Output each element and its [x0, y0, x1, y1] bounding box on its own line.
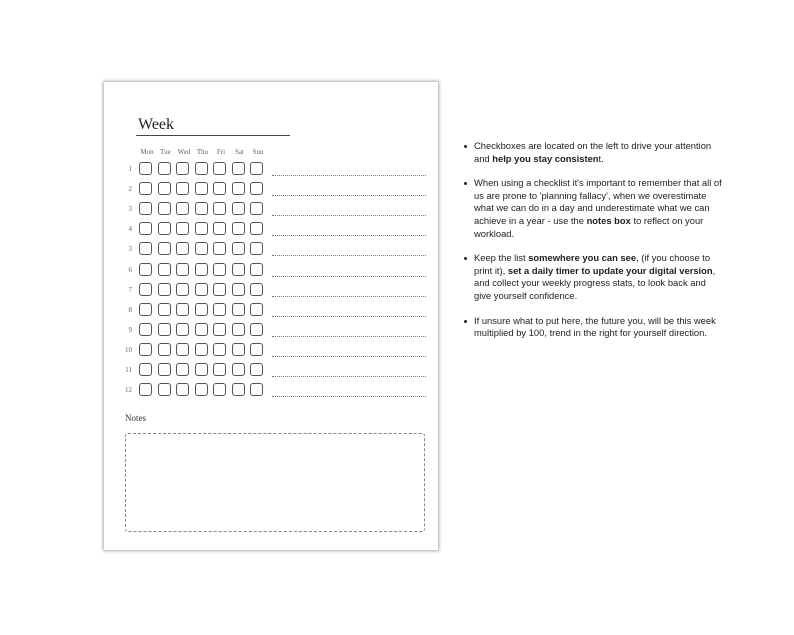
- checkbox-fri[interactable]: [213, 202, 226, 215]
- row-number: 3: [128, 205, 132, 214]
- checklist-row: [104, 263, 438, 279]
- tip-item: [472, 315, 722, 340]
- checkbox-sun[interactable]: [250, 162, 263, 175]
- task-line[interactable]: [272, 255, 426, 256]
- checkbox-tue[interactable]: [158, 303, 171, 316]
- task-line[interactable]: [272, 276, 426, 277]
- checkbox-wed[interactable]: [176, 222, 189, 235]
- tip-text: , (if you choose to print it),: [474, 252, 711, 276]
- row-number: 1: [128, 165, 132, 173]
- checkbox-sun[interactable]: [250, 242, 263, 255]
- checkbox-fri[interactable]: [213, 162, 226, 175]
- task-line[interactable]: [272, 396, 426, 397]
- checklist-row: [104, 303, 438, 319]
- checklist-row: [104, 222, 438, 238]
- tip-emphasis: notes box: [586, 214, 631, 226]
- checkbox-thu[interactable]: [195, 383, 208, 396]
- checkbox-wed[interactable]: [176, 363, 189, 376]
- day-label-sat: Sat: [235, 148, 244, 156]
- checkbox-sat[interactable]: [232, 343, 245, 356]
- checklist-row: [104, 162, 438, 178]
- checkbox-fri[interactable]: [213, 323, 226, 336]
- checkbox-wed[interactable]: [176, 182, 189, 195]
- day-label-mon: Mon: [140, 148, 154, 156]
- checkbox-mon[interactable]: [139, 162, 152, 175]
- checkbox-thu[interactable]: [195, 162, 208, 175]
- checkbox-sun[interactable]: [250, 263, 263, 276]
- checkbox-fri[interactable]: [213, 263, 226, 276]
- checkbox-tue[interactable]: [158, 242, 171, 255]
- checkbox-sat[interactable]: [232, 283, 245, 296]
- checkbox-thu[interactable]: [195, 263, 208, 276]
- checklist-row: [104, 283, 438, 299]
- tip-item: [472, 140, 722, 165]
- checkbox-thu[interactable]: [195, 283, 208, 296]
- row-number: 2: [128, 185, 132, 194]
- task-line[interactable]: [272, 296, 426, 297]
- checkbox-sat[interactable]: [232, 182, 245, 195]
- tip-text: Checkboxes are located on the left to drive your attention and: [474, 140, 712, 164]
- checkbox-sat[interactable]: [232, 323, 245, 336]
- page-title: Week: [138, 116, 175, 133]
- notes-box[interactable]: [125, 433, 425, 532]
- task-line[interactable]: [272, 215, 426, 216]
- checklist-row: [104, 202, 438, 218]
- checklist-row: [104, 363, 438, 379]
- checkbox-mon[interactable]: [139, 343, 152, 356]
- tip-text: to reflect on your workload.: [474, 214, 704, 239]
- checkbox-thu[interactable]: [195, 242, 208, 255]
- task-line[interactable]: [272, 235, 426, 236]
- checklist-row: [104, 182, 438, 198]
- checkbox-wed[interactable]: [176, 242, 189, 255]
- notes-label: Notes: [125, 413, 146, 423]
- row-number: 8: [128, 305, 132, 314]
- checkbox-wed[interactable]: [176, 343, 189, 356]
- checkbox-thu[interactable]: [195, 303, 208, 316]
- checkbox-tue[interactable]: [158, 283, 171, 296]
- checkbox-thu[interactable]: [195, 343, 208, 356]
- checkbox-tue[interactable]: [158, 323, 171, 336]
- checklist-row: [104, 242, 438, 258]
- checkbox-sun[interactable]: [250, 363, 263, 376]
- day-label-wed: Wed: [177, 148, 191, 156]
- checkbox-sun[interactable]: [250, 283, 263, 296]
- checkbox-fri[interactable]: [213, 242, 226, 255]
- tip-emphasis: somewhere you can see: [528, 252, 637, 264]
- day-label-fri: Fri: [216, 148, 226, 156]
- checkbox-sat[interactable]: [232, 383, 245, 396]
- checkbox-thu[interactable]: [195, 202, 208, 215]
- checkbox-sat[interactable]: [232, 202, 245, 215]
- planner-sheet: [104, 82, 438, 550]
- checkbox-sat[interactable]: [232, 363, 245, 376]
- checkbox-wed[interactable]: [176, 303, 189, 316]
- title-underline: [136, 135, 290, 136]
- checkbox-mon[interactable]: [139, 303, 152, 316]
- checkbox-thu[interactable]: [195, 363, 208, 376]
- checkbox-sat[interactable]: [232, 222, 245, 235]
- tip-text: t.: [598, 152, 604, 164]
- checkbox-fri[interactable]: [213, 182, 226, 195]
- checkbox-fri[interactable]: [213, 222, 226, 235]
- tip-text: Keep the list: [474, 252, 529, 264]
- day-label-tue: Tue: [160, 148, 171, 156]
- checkbox-fri[interactable]: [213, 303, 226, 316]
- tip-emphasis: set a daily timer to update your digital version: [507, 264, 713, 276]
- checkbox-thu[interactable]: [195, 323, 208, 336]
- checkbox-fri[interactable]: [213, 283, 226, 296]
- tip-text: If unsure what to put here, the future you, will be this week multiplied by 100, trend in the right for yourself direction.: [474, 314, 716, 339]
- checklist-row: [104, 323, 438, 339]
- day-label-thu: Thu: [196, 148, 209, 156]
- checkbox-wed[interactable]: [176, 383, 189, 396]
- checkbox-mon[interactable]: [139, 323, 152, 336]
- checkbox-sat[interactable]: [232, 162, 245, 175]
- checkbox-wed[interactable]: [176, 283, 189, 296]
- checkbox-thu[interactable]: [195, 222, 208, 235]
- tip-text: When using a checklist it's important to remember that all of us are prone to 'planning fallacy', when we overestimate what we can do in a day and underestimate what we can achieve in a year - use the: [474, 177, 722, 226]
- checkbox-mon[interactable]: [139, 263, 152, 276]
- task-line[interactable]: [272, 336, 426, 337]
- row-number: 4: [128, 225, 132, 234]
- row-number: 10: [125, 345, 132, 354]
- checkbox-mon[interactable]: [139, 363, 152, 376]
- tip-text: , and collect your weekly progress stats, to look back and give yourself confidence.: [474, 264, 716, 301]
- row-number: 3: [128, 245, 132, 254]
- row-number: 9: [128, 325, 132, 334]
- row-number: 11: [125, 366, 132, 374]
- checkbox-tue[interactable]: [158, 343, 171, 356]
- checkbox-fri[interactable]: [213, 363, 226, 376]
- checkbox-tue[interactable]: [158, 363, 171, 376]
- task-line[interactable]: [272, 316, 426, 317]
- checkbox-mon[interactable]: [139, 182, 152, 195]
- row-number: 12: [125, 386, 132, 395]
- task-line[interactable]: [272, 376, 426, 377]
- task-line[interactable]: [272, 356, 426, 357]
- checkbox-sun[interactable]: [250, 303, 263, 316]
- checkbox-sun[interactable]: [250, 202, 263, 215]
- checkbox-sun[interactable]: [250, 383, 263, 396]
- checkbox-mon[interactable]: [139, 283, 152, 296]
- checkbox-sun[interactable]: [250, 323, 263, 336]
- checkbox-mon[interactable]: [139, 222, 152, 235]
- tips-list: [472, 140, 722, 352]
- checklist-row: [104, 383, 438, 399]
- checkbox-tue[interactable]: [158, 383, 171, 396]
- row-number: 7: [128, 285, 132, 294]
- task-line[interactable]: [272, 175, 426, 176]
- checkbox-tue[interactable]: [158, 162, 171, 175]
- checkbox-sat[interactable]: [232, 263, 245, 276]
- checkbox-tue[interactable]: [158, 263, 171, 276]
- checkbox-mon[interactable]: [139, 242, 152, 255]
- task-line[interactable]: [272, 195, 426, 196]
- checkbox-wed[interactable]: [176, 263, 189, 276]
- checkbox-fri[interactable]: [213, 343, 226, 356]
- checkbox-tue[interactable]: [158, 202, 171, 215]
- checkbox-mon[interactable]: [139, 202, 152, 215]
- checkbox-tue[interactable]: [158, 222, 171, 235]
- checkbox-wed[interactable]: [176, 323, 189, 336]
- tip-item: [472, 252, 722, 302]
- checkbox-thu[interactable]: [195, 182, 208, 195]
- checkbox-wed[interactable]: [176, 162, 189, 175]
- checkbox-sat[interactable]: [232, 303, 245, 316]
- checkbox-sun[interactable]: [250, 343, 263, 356]
- checkbox-fri[interactable]: [213, 383, 226, 396]
- checklist-row: [104, 343, 438, 359]
- checkbox-tue[interactable]: [158, 182, 171, 195]
- checkbox-sun[interactable]: [250, 222, 263, 235]
- row-number: 6: [128, 265, 132, 274]
- checkbox-sun[interactable]: [250, 182, 263, 195]
- checkbox-sat[interactable]: [232, 242, 245, 255]
- checkbox-mon[interactable]: [139, 383, 152, 396]
- checkbox-wed[interactable]: [176, 202, 189, 215]
- tip-item: [472, 177, 722, 240]
- tip-emphasis: help you stay consisten: [492, 152, 599, 164]
- day-label-sun: Sun: [252, 148, 264, 156]
